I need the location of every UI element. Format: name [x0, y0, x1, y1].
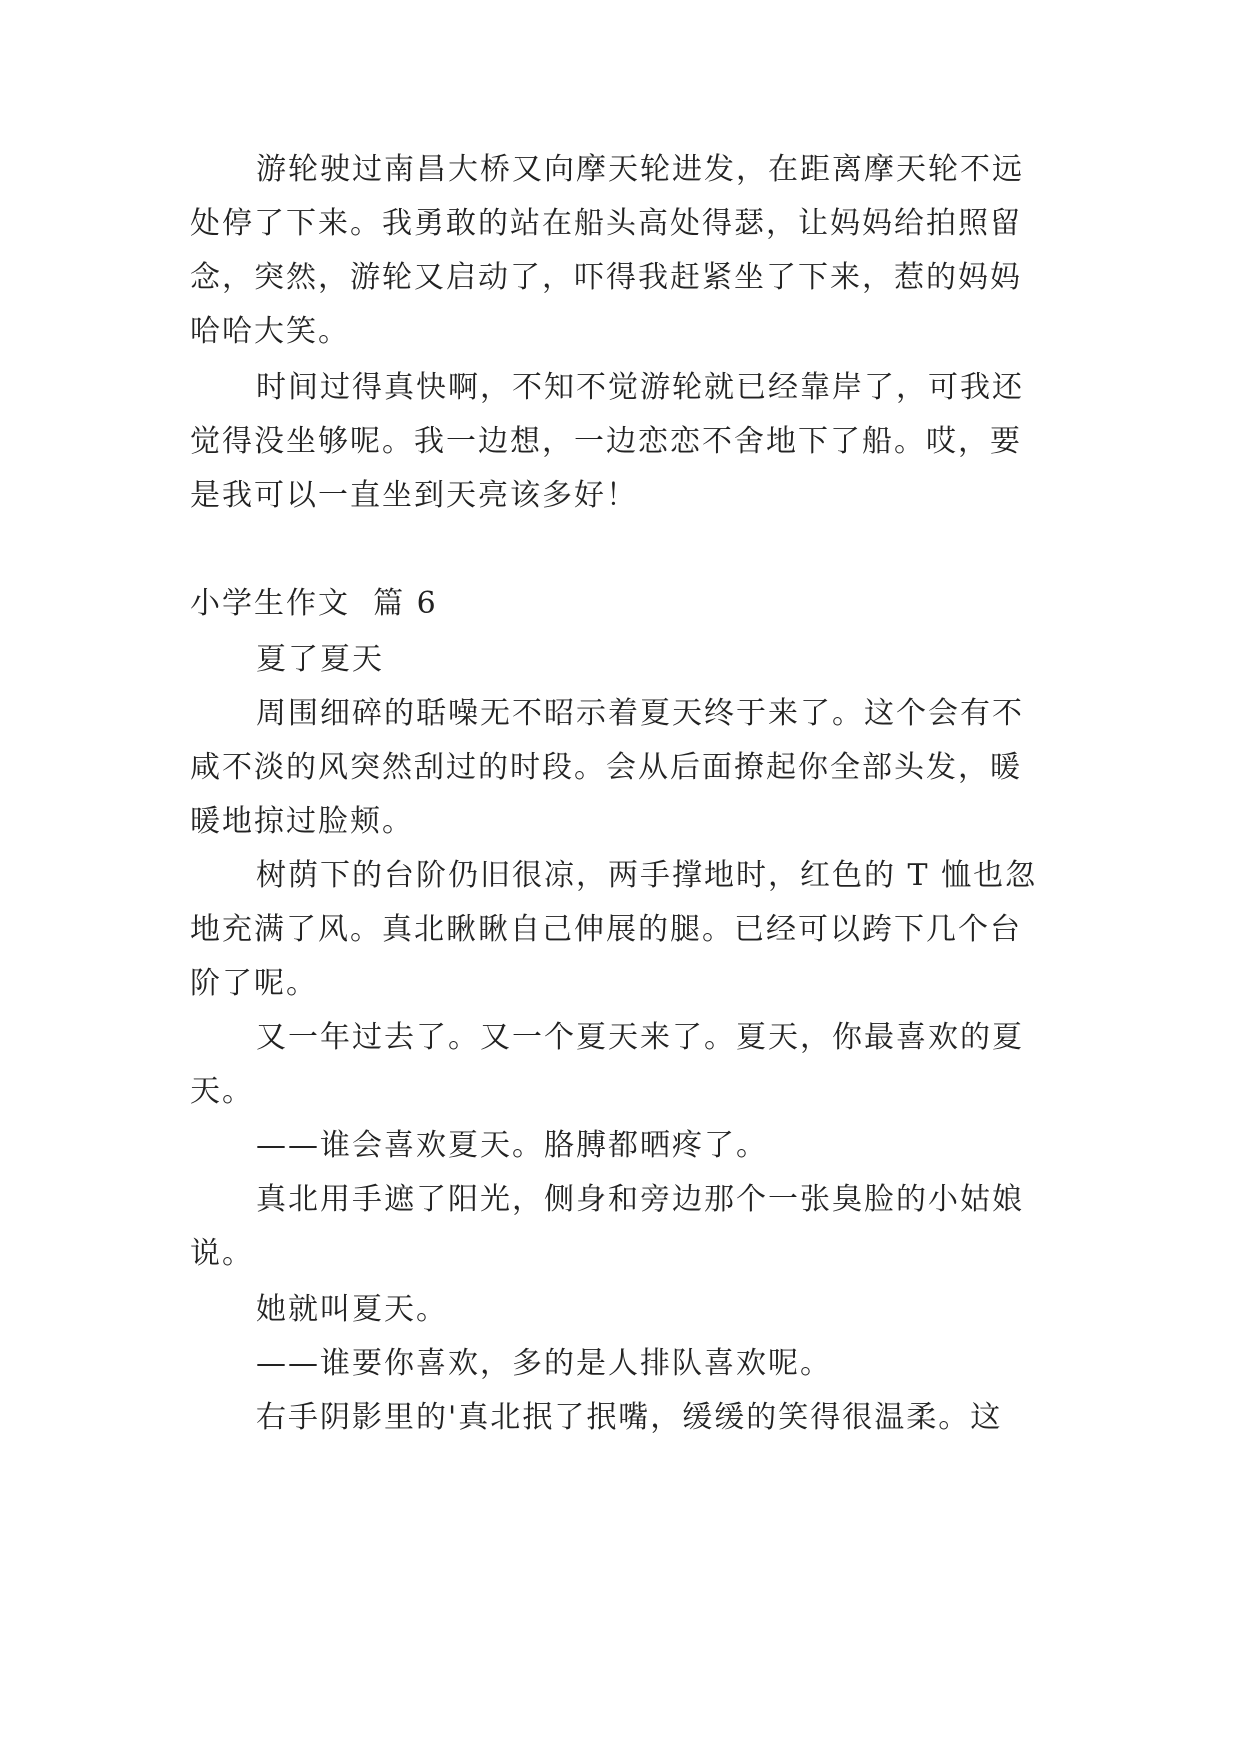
paragraph-line: 游轮驶过南昌大桥又向摩天轮进发，在距离摩天轮不远: [256, 152, 1024, 187]
section-title: 小学生作文 篇 6: [190, 586, 438, 621]
paragraph-line: 真北用手遮了阳光，侧身和旁边那个一张臭脸的小姑娘: [256, 1182, 1024, 1217]
paragraph-line: 时间过得真快啊，不知不觉游轮就已经靠岸了，可我还: [256, 370, 1024, 405]
paragraph-line: 处停了下来。我勇敢的站在船头高处得瑟，让妈妈给拍照留: [190, 206, 1022, 241]
paragraph-line: 念，突然，游轮又启动了，吓得我赶紧坐了下来，惹的妈妈: [190, 260, 1022, 295]
paragraph-line: 暖地掠过脸颊。: [190, 804, 414, 839]
paragraph-line: 树荫下的台阶仍旧很凉，两手撑地时，红色的 T 恤也忽: [256, 858, 1038, 893]
paragraph-line: 地充满了风。真北瞅瞅自己伸展的腿。已经可以跨下几个台: [190, 912, 1022, 947]
paragraph-line: 哈哈大笑。: [190, 314, 350, 349]
paragraph-line: 她就叫夏天。: [256, 1292, 448, 1327]
paragraph-line: 天。: [190, 1074, 254, 1109]
paragraph-line: 觉得没坐够呢。我一边想，一边恋恋不舍地下了船。哎，要: [190, 424, 1022, 459]
paragraph-line: ——谁会喜欢夏天。胳膊都晒疼了。: [256, 1128, 768, 1163]
essay-title: 夏了夏天: [256, 642, 384, 677]
paragraph-line: ——谁要你喜欢，多的是人排队喜欢呢。: [256, 1346, 832, 1381]
paragraph-line: 咸不淡的风突然刮过的时段。会从后面撩起你全部头发，暖: [190, 750, 1022, 785]
paragraph-line: 周围细碎的聒噪无不昭示着夏天终于来了。这个会有不: [256, 696, 1024, 731]
paragraph-line: 是我可以一直坐到天亮该多好！: [190, 478, 638, 513]
paragraph-line: 说。: [190, 1236, 254, 1271]
paragraph-line: 阶了呢。: [190, 966, 318, 1001]
paragraph-line: 右手阴影里的'真北抿了抿嘴，缓缓的笑得很温柔。这: [256, 1400, 1003, 1435]
paragraph-line: 又一年过去了。又一个夏天来了。夏天，你最喜欢的夏: [256, 1020, 1024, 1055]
